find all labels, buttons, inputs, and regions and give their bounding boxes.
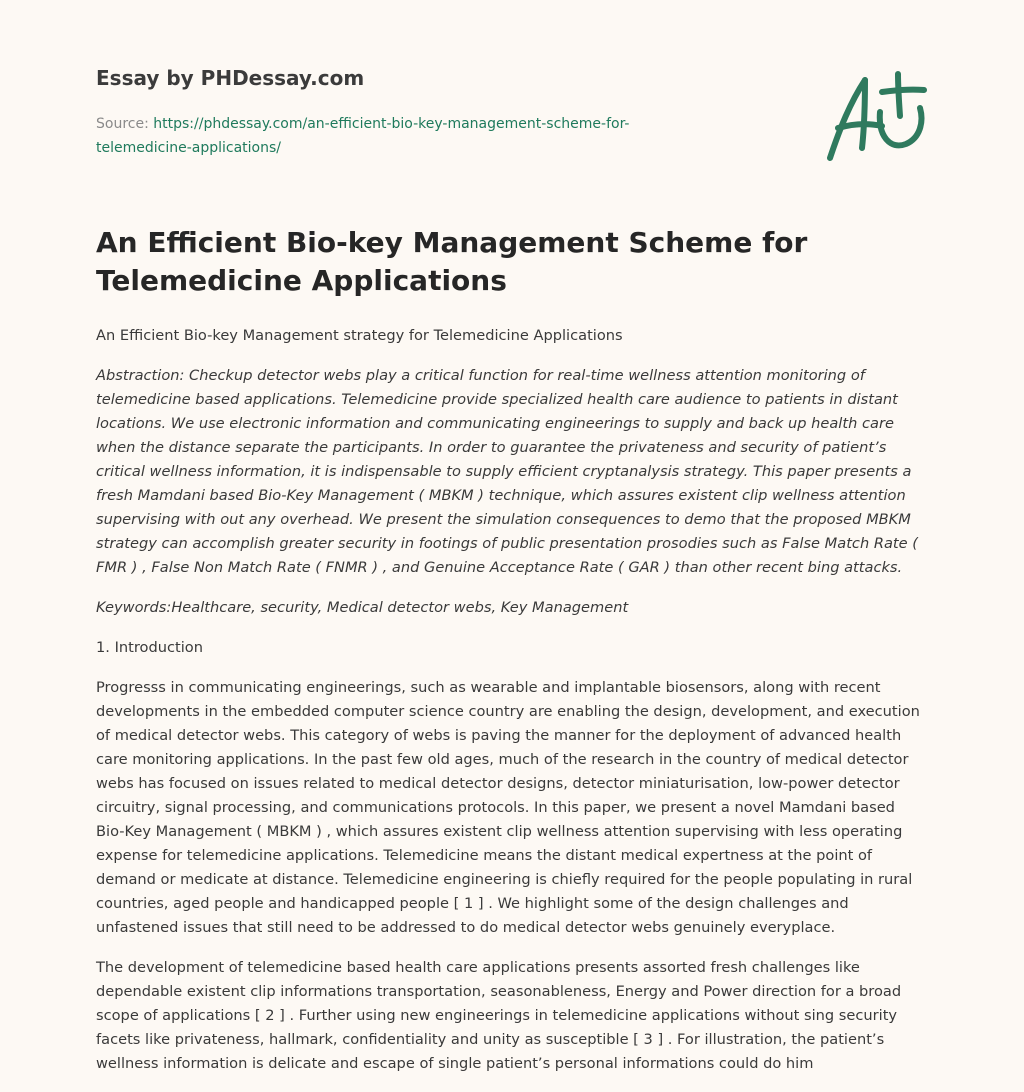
document-body [96,324,924,1092]
site-title: Essay by PHDessay.com [96,66,365,90]
body-paragraph: The development of telemedicine based health care applications presents assorted fresh challenges like dependable existent clip informations transportation, seasonableness, Energy and Power direction for a broad scope of applications [ 2 ] . Further using new engineerings in telemedicine applications without sing security facets like privateness, hallmark, confidentiality and unity as susceptible [ 3 ] . For illustration, the patient’s wellness information is delicate and escape of single patient’s personal informations could do him [96,959,902,1072]
body-paragraph: Progresss in communicating engineerings, such as wearable and implantable biosensors, along with recent developments in the embedded computer science country are enabling the design, development, and execution of medical detector webs. This category of webs is paving the manner for the deployment of advanced health care monitoring applications. In the past few old ages, much of the research in the country of medical detector webs has focused on issues related to medical detector designs, detector miniaturisation, low-power detector circuitry, signal processing, and communications protocols. In this paper, we present a novel Mamdani based Bio-Key Management ( MBKM ) , which assures existent clip wellness attention supervising with less operating expense for telemedicine applications. Telemedicine means the distant medical expertness at the point of demand or medicate at distance. Telemedicine engineering is chiefly required for the people populating in rural countries, aged people and handicapped people [ 1 ] . We highlight some of the design challenges and unfastened issues that still need to be addressed to do medical detector webs genuinely everyplace. [96,679,920,936]
source-link[interactable]: https://phdessay.com/an-efficient-bio-key-management-scheme-for-telemedicine-applications/ [96,116,630,156]
a-plus-logo-icon [820,68,930,168]
section-heading: 1. Introduction [96,639,203,656]
document-title: An Efficient Bio-key Management Scheme for Telemedicine Applications [96,226,808,297]
abstract-paragraph: Abstraction: Checkup detector webs play a critical function for real-time wellness attention monitoring of telemedicine based applications. Telemedicine provide specialized health care audience to patients in distant locations. We use electronic information and communicating engineerings to supply and back up health care when the distance separate the participants. In order to guarantee the privateness and security of patient’s critical wellness information, it is indispensable to supply efficient cryptanalysis strategy. This paper presents a fresh Mamdani based Bio-Key Management ( MBKM ) technique, which assures existent clip wellness attention supervising with out any overhead. We present the simulation consequences to demo that the proposed MBKM strategy can accomplish greater security in footings of public presentation prosodies such as False Match Rate ( FMR ) , False Non Match Rate ( FNMR ) , and Genuine Acceptance Rate ( GAR ) than other recent bing attacks. [96,367,918,576]
source-line [96,112,696,160]
source-label: Source: [96,116,154,132]
keywords-line: Keywords:Healthcare, security, Medical detector webs, Key Management [96,599,629,616]
document-subtitle: An Efficient Bio-key Management strategy for Telemedicine Applications [96,327,623,344]
